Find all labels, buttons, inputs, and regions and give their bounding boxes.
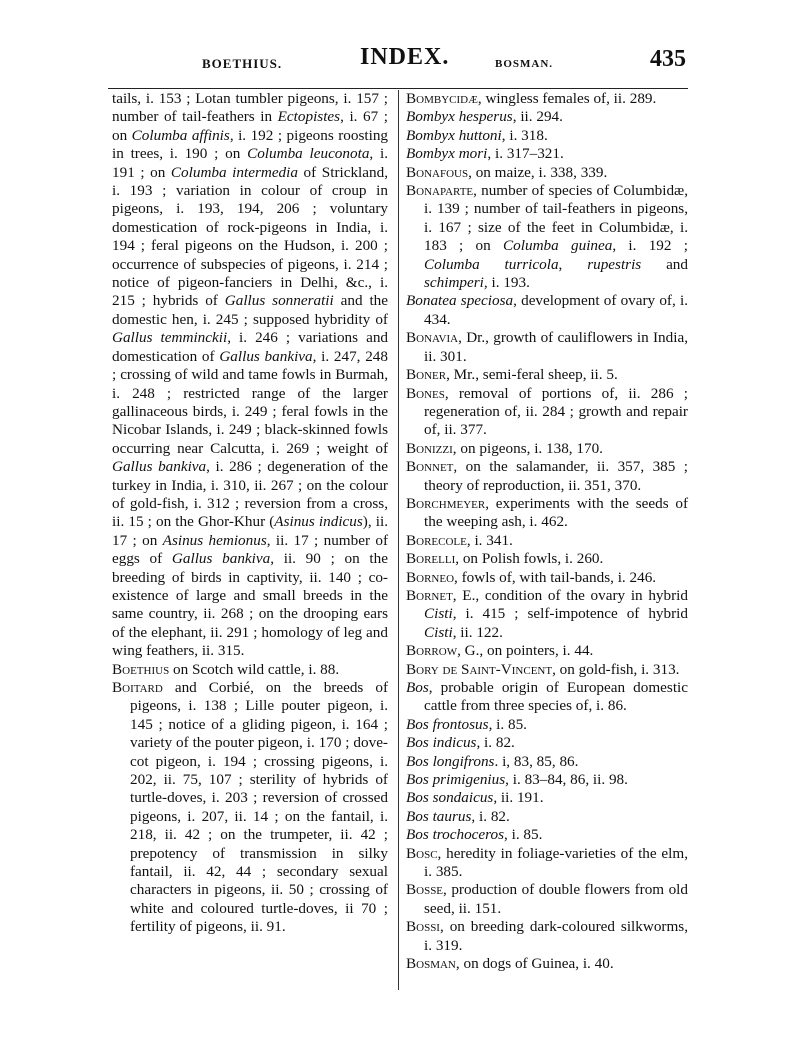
italic-term: Columba leuconota	[247, 145, 370, 163]
index-entry	[406, 495, 688, 532]
entry-text: , production of double flowers from old seed, ii. 151.	[424, 881, 688, 917]
entry-heading: Borrow	[406, 642, 458, 660]
italic-term: Cisti	[424, 605, 453, 623]
entry-text: , Mr., semi-feral sheep, ii. 5.	[446, 366, 618, 384]
entry-text: . i, 83, 85, 86.	[494, 752, 579, 770]
entry-text: , ii. 122.	[452, 623, 503, 641]
index-entry	[406, 716, 688, 734]
index-column-left	[112, 90, 388, 937]
entry-heading: Bonizzi	[406, 439, 453, 457]
header-rule	[108, 88, 688, 89]
italic-term: schimperi	[424, 274, 484, 292]
index-entry	[406, 918, 688, 955]
entry-text: , ii. 294.	[512, 108, 563, 126]
entry-text: , i. 67 ; on	[112, 108, 388, 144]
entry-text: , i. 341.	[466, 531, 513, 549]
index-entry	[406, 440, 688, 458]
italic-term: Columba guinea	[503, 237, 613, 255]
index-entry	[406, 881, 688, 918]
index-entry	[112, 679, 388, 937]
index-entry	[406, 532, 688, 550]
italic-term: Bos taurus	[406, 807, 472, 825]
entry-heading: Borchmeyer	[406, 494, 486, 512]
index-entry	[406, 753, 688, 771]
entry-text: , i. 82.	[476, 734, 515, 752]
entry-heading: Bory de Saint-Vincent	[406, 660, 553, 678]
entry-text: , i. 192 ; pigeons roosting in trees, i. 190 ; on	[112, 126, 389, 163]
index-entry	[406, 108, 688, 126]
entry-heading: Bosc	[406, 844, 438, 862]
entry-text: , development of ovary of, i. 434.	[424, 292, 688, 328]
entry-heading: Bonnet	[406, 458, 454, 476]
entry-heading: Bosse	[406, 881, 444, 899]
entry-text: , wingless females of, ii. 289.	[477, 90, 657, 107]
italic-term: Bos	[406, 679, 429, 696]
italic-term: Cisti	[424, 623, 453, 641]
index-entry	[406, 329, 688, 366]
entry-text: ,	[558, 255, 588, 273]
index-entry	[406, 789, 688, 807]
index-entry	[406, 182, 688, 292]
entry-text: , Dr., growth of cauliflowers in India, ii. 301.	[424, 329, 688, 365]
italic-term: rupestris	[587, 255, 642, 273]
entry-text: , i. 85.	[504, 826, 543, 844]
entry-text: , on the salamander, ii. 357, 385 ; theory of reproduction, ii. 351, 370.	[424, 458, 688, 494]
index-entry	[406, 90, 688, 108]
entry-text: , i. 317–321.	[487, 145, 564, 163]
entry-text: , heredity in foliage-varieties of the elm, i. 385.	[424, 844, 688, 881]
italic-term: Gallus bankiva	[171, 550, 271, 568]
index-entry	[406, 679, 688, 716]
page-number: 435	[650, 46, 686, 72]
italic-term: Bos frontosus	[406, 715, 489, 733]
entry-text: , on Polish fowls, i. 260.	[455, 550, 604, 568]
entry-text: , i. 85.	[488, 715, 527, 733]
entry-text: , ii. 90 ; on the breeding of birds in captivity, ii. 140 ; co-existence of large and small breeds in the same country, ii. 268 ; on the drooping ears of the elephant, ii. 291 ; homology of leg and wing feathers, ii. 315.	[112, 550, 388, 660]
entry-text: on Scotch wild cattle, i. 88.	[169, 660, 340, 678]
entry-text: , ii. 191.	[493, 789, 544, 807]
entry-heading: Bossi	[406, 918, 440, 936]
entry-text: , experiments with the seeds of the weeping ash, i. 462.	[424, 494, 688, 531]
column-separator	[398, 90, 399, 990]
entry-text: , i. 247, 248 ; crossing of wild and tame fowls in Burmah, i. 248 ; restricted range of the larger gallinaceous birds, i. 249 ; feral fowls in the Nicobar Islands, i. 249 ; black-skinned fowls occurring near Calcutta, i. 269 ; weight of	[112, 347, 388, 457]
entry-text: , i. 193.	[483, 274, 530, 292]
entry-heading: Bombycidæ	[406, 90, 478, 107]
index-entry	[406, 550, 688, 568]
entry-text: , i. 82.	[471, 807, 510, 825]
entry-text: , ii. 17 ; number of eggs of	[112, 531, 389, 568]
entry-text: , on gold-fish, i. 313.	[552, 660, 680, 678]
entry-heading: Bornet	[406, 586, 453, 604]
header-last-entry: BOSMAN.	[495, 58, 554, 70]
italic-term: Bos trochoceros	[406, 826, 504, 844]
italic-term: Columba affinis	[131, 126, 230, 144]
entry-text: , on maize, i. 338, 339.	[468, 163, 608, 181]
index-entry	[406, 127, 688, 145]
entry-text: tails, i. 153 ; Lotan tumbler pigeons, i. 157 ; number of tail-feathers in	[112, 90, 388, 126]
italic-term: Bos sondaicus	[406, 789, 494, 807]
entry-heading: Bonaparte	[406, 182, 474, 200]
index-entry	[406, 661, 688, 679]
index-entry	[406, 808, 688, 826]
entry-heading: Bosman	[406, 955, 456, 973]
italic-term: Gallus bankiva	[219, 347, 313, 365]
index-entry	[406, 955, 688, 973]
entry-heading: Borneo	[406, 568, 455, 586]
entry-text: , i. 192 ;	[612, 237, 688, 255]
entry-text: , on dogs of Guinea, i. 40.	[455, 955, 614, 973]
italic-term: Bombyx mori	[406, 145, 488, 163]
index-entry	[406, 569, 688, 587]
italic-term: Bos longifrons	[406, 752, 495, 770]
italic-term: Gallus temminckii	[112, 329, 228, 347]
header-first-entry: BOETHIUS.	[202, 56, 283, 71]
entry-text: , number of species of Columbidæ, i. 139 ; number of tail-feathers in pigeons, i. 167 ; size of the feet in Columbidæ, i. 183 ; on	[424, 182, 688, 255]
index-entry	[406, 845, 688, 882]
entry-text: , probable origin of European domestic cattle from three species of, i. 86.	[424, 679, 688, 715]
index-entry	[406, 587, 688, 642]
page-title: INDEX.	[360, 44, 450, 70]
entry-heading: Boner	[406, 366, 447, 384]
entry-heading: Borecole	[406, 531, 467, 549]
italic-term: Gallus sonneratii	[224, 292, 334, 310]
index-entry	[406, 385, 688, 440]
entry-text: , on breeding dark-coloured silkworms, i. 319.	[424, 918, 688, 954]
italic-term: Bombyx hesperus	[406, 108, 513, 126]
entry-text: , fowls of, with tail-bands, i. 246.	[454, 568, 657, 586]
entry-heading: Borelli	[406, 550, 456, 568]
entry-text: , i. 286 ; degeneration of the turkey in India, i. 310, ii. 267 ; on the colour of gold-fish, i. 312 ; reversion from a cross, ii. 15 ; on the Ghor-Khur (	[112, 458, 388, 531]
entry-text: , i. 246 ; variations and domestication of	[112, 329, 389, 365]
index-entry	[406, 366, 688, 384]
entry-text: , G., on pointers, i. 44.	[457, 642, 594, 660]
index-entry	[406, 826, 688, 844]
entry-text: , E., condition of the ovary in hybrid	[452, 586, 688, 604]
italic-term: Columba intermedia	[170, 163, 298, 181]
entry-text: , on pigeons, i. 138, 170.	[452, 439, 603, 457]
entry-text: of Strickland, i. 193 ; variation in colour of croup in pigeons, i. 193, 194, 206 ; voluntary domestication of rock-pigeons in India, i. 194 ; feral pigeons on the Hudson, i. 200 ; occurrence of subspecies of pigeons, i. 214 ; notice of pigeon-fanciers in Delhi, &c., i. 215 ; hybrids of	[112, 163, 388, 310]
running-header	[110, 44, 690, 84]
entry-heading: Boethius	[112, 660, 170, 678]
entry-heading: Bonafous	[406, 163, 469, 181]
index-entry	[112, 661, 388, 679]
entry-heading: Boitard	[112, 679, 163, 696]
entry-text: , i. 415 ; self-impotence of hybrid	[452, 605, 688, 623]
italic-term: Asinus hemionus	[162, 531, 267, 549]
entry-text: ), ii. 17 ; on	[112, 513, 388, 549]
index-entry	[406, 771, 688, 789]
index-entry	[406, 642, 688, 660]
index-entry-continuation	[112, 90, 388, 661]
entry-text: , i. 318.	[501, 126, 548, 144]
italic-term: Columba turricola	[424, 255, 559, 273]
entry-text: , i. 83–84, 86, ii. 98.	[505, 771, 628, 789]
italic-term: Asinus indicus	[274, 513, 363, 531]
entry-heading: Bonavia	[406, 329, 459, 347]
entry-text: , removal of portions of, ii. 286 ; regeneration of, ii. 284 ; growth and repair of, ii. 377.	[424, 384, 688, 439]
index-entry	[406, 292, 688, 329]
italic-term: Bombyx huttoni	[406, 126, 502, 144]
entry-text: , i. 191 ; on	[112, 145, 388, 181]
index-entry	[406, 734, 688, 752]
italic-term: Bos primigenius	[406, 771, 506, 789]
entry-text: and	[641, 255, 688, 273]
italic-term: Gallus bankiva	[112, 458, 207, 476]
index-entry	[406, 145, 688, 163]
index-entry	[406, 164, 688, 182]
entry-text: and Corbié, on the breeds of pigeons, i. 138 ; Lille pouter pigeon, i. 145 ; notice of a gliding pigeon, i. 164 ; variety of the pouter pigeon, i. 170 ; dove-cot pigeon, i. 194 ; crossing pigeons, i. 202, ii. 75, 107 ; sterility of hybrids of turtle-doves, i. 203 ; reversion of crossed pigeons, i. 207, ii. 14 ; on the fantail, i. 218, ii. 42 ; on the trumpeter, ii. 42 ; prepotency of transmission in silky fantail, ii. 42, 44 ; secondary sexual characters in pigeons, ii. 50 ; crossing of white and coloured turtle-doves, ii 70 ; fertility of pigeons, ii. 91.	[130, 679, 388, 936]
index-column-right	[406, 90, 688, 974]
italic-term: Bos indicus	[406, 734, 477, 752]
entry-text: and the domestic hen, i. 245 ; supposed hybridity of	[112, 292, 389, 328]
italic-term: Bonatea speciosa	[406, 292, 514, 310]
entry-heading: Bones	[406, 384, 445, 402]
index-entry	[406, 458, 688, 495]
italic-term: Ectopistes	[277, 108, 341, 126]
